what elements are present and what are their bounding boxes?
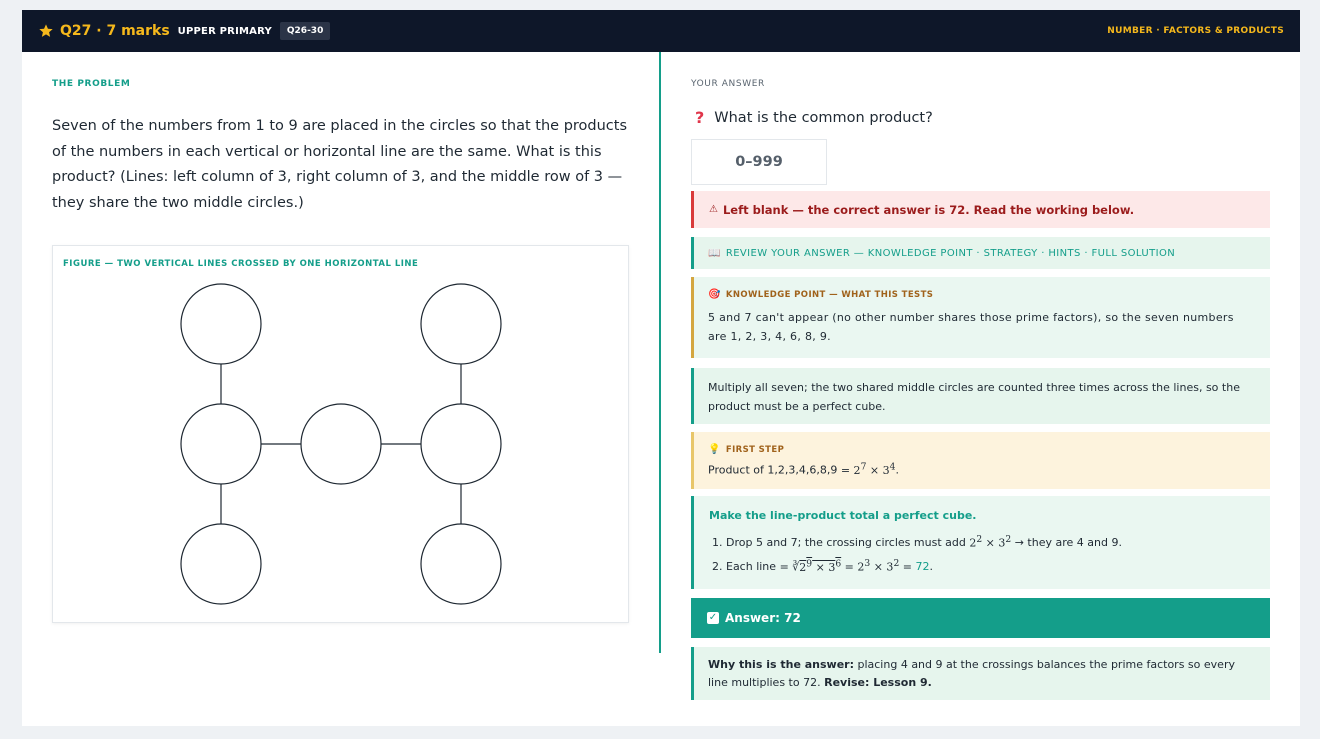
answer-question <box>695 108 933 127</box>
problem-label: THE PROBLEM <box>52 79 131 89</box>
circle-center <box>301 404 381 484</box>
question-range-badge: Q26-30 <box>280 22 330 40</box>
circle-right-middle <box>421 404 501 484</box>
hint-title: 💡 FIRST STEP <box>708 444 785 455</box>
solution-title: Make the line-product total a perfect cube. <box>709 509 977 522</box>
answer-label: YOUR ANSWER <box>691 79 765 89</box>
warning-icon: ⚠ <box>709 204 718 215</box>
why-label: Why this is the answer: <box>708 658 854 671</box>
circle-left-top <box>181 284 261 364</box>
checkmark-icon: ✓ <box>708 612 718 623</box>
answer-input[interactable]: 0–999 <box>691 139 827 185</box>
result-alert <box>691 191 1270 228</box>
book-icon: 📖 <box>708 247 721 259</box>
knowledge-title: 🎯 KNOWLEDGE POINT — WHAT THIS TESTS <box>708 289 934 300</box>
review-banner[interactable] <box>691 237 1270 269</box>
question-mark-icon: ? <box>695 108 705 127</box>
solution-card <box>691 496 1270 589</box>
figure-caption: FIGURE — TWO VERTICAL LINES CROSSED BY ONE HORIZONTAL LINE <box>63 259 419 269</box>
panel-divider <box>659 52 661 653</box>
knowledge-point-card <box>691 277 1270 358</box>
level-label: UPPER PRIMARY <box>177 25 272 37</box>
problem-text: Seven of the numbers from 1 to 9 are placed in the circles so that the products of the numbers in each vertical or horizontal line are the same. What is this product? (Lines: left column of 3, right column of 3, and the middle row of 3 — they share the two middle circles.) <box>52 118 628 211</box>
figure-panel <box>52 245 629 623</box>
lightbulb-icon: 💡 <box>708 444 721 455</box>
solution-steps <box>709 530 1255 578</box>
answer-question-text: What is the common product? <box>714 109 933 126</box>
solution-step-1: 1. Drop 5 and 7; the crossing circles must add $2^2 \times 3^2$ → they are 4 and 9. <box>712 534 1122 550</box>
revise-link[interactable]: Revise: Lesson 9. <box>824 676 932 689</box>
why-text: placing 4 and 9 at the crossings balances the prime factors so every line multiplies to 72. <box>708 658 1235 689</box>
circle-diagram <box>53 246 630 624</box>
solution-step-2: 2. Each line = $∛2^9 \times 3^6 = 2^3 \times 3^2$ = 72 . <box>712 558 933 574</box>
hint-card <box>691 432 1270 489</box>
question-card <box>22 10 1300 726</box>
target-icon: 🎯 <box>708 289 721 300</box>
header-bar <box>22 10 1300 52</box>
why-card <box>691 647 1270 700</box>
circle-left-bottom <box>181 524 261 604</box>
question-number: Q27 · 7 marks <box>60 23 170 39</box>
review-text: REVIEW YOUR ANSWER — KNOWLEDGE POINT · STRATEGY · HINTS · FULL SOLUTION <box>725 247 1176 259</box>
knowledge-body: 5 and 7 can't appear (no other number shares those prime factors), so the seven numbers are 1, 2, 3, 4, 6, 8, 9. <box>708 311 1234 343</box>
star-icon <box>38 23 54 39</box>
circle-right-bottom <box>421 524 501 604</box>
circle-right-top <box>421 284 501 364</box>
answer-banner <box>691 598 1270 638</box>
strategy-card: Multiply all seven; the two shared middle circles are counted three times across the lines, so the product must be a perfect cube. <box>691 368 1270 424</box>
answer-text: Answer: 72 <box>725 611 801 625</box>
hint-body: Product of $1,2,3,4,6,8,9 = 2^7 \times 3^4$. <box>708 461 899 477</box>
alert-text: Left blank — the correct answer is 72. Read the working below. <box>722 202 1135 217</box>
topic-breadcrumb: NUMBER · FACTORS & PRODUCTS <box>1107 26 1284 36</box>
circle-left-middle <box>181 404 261 484</box>
